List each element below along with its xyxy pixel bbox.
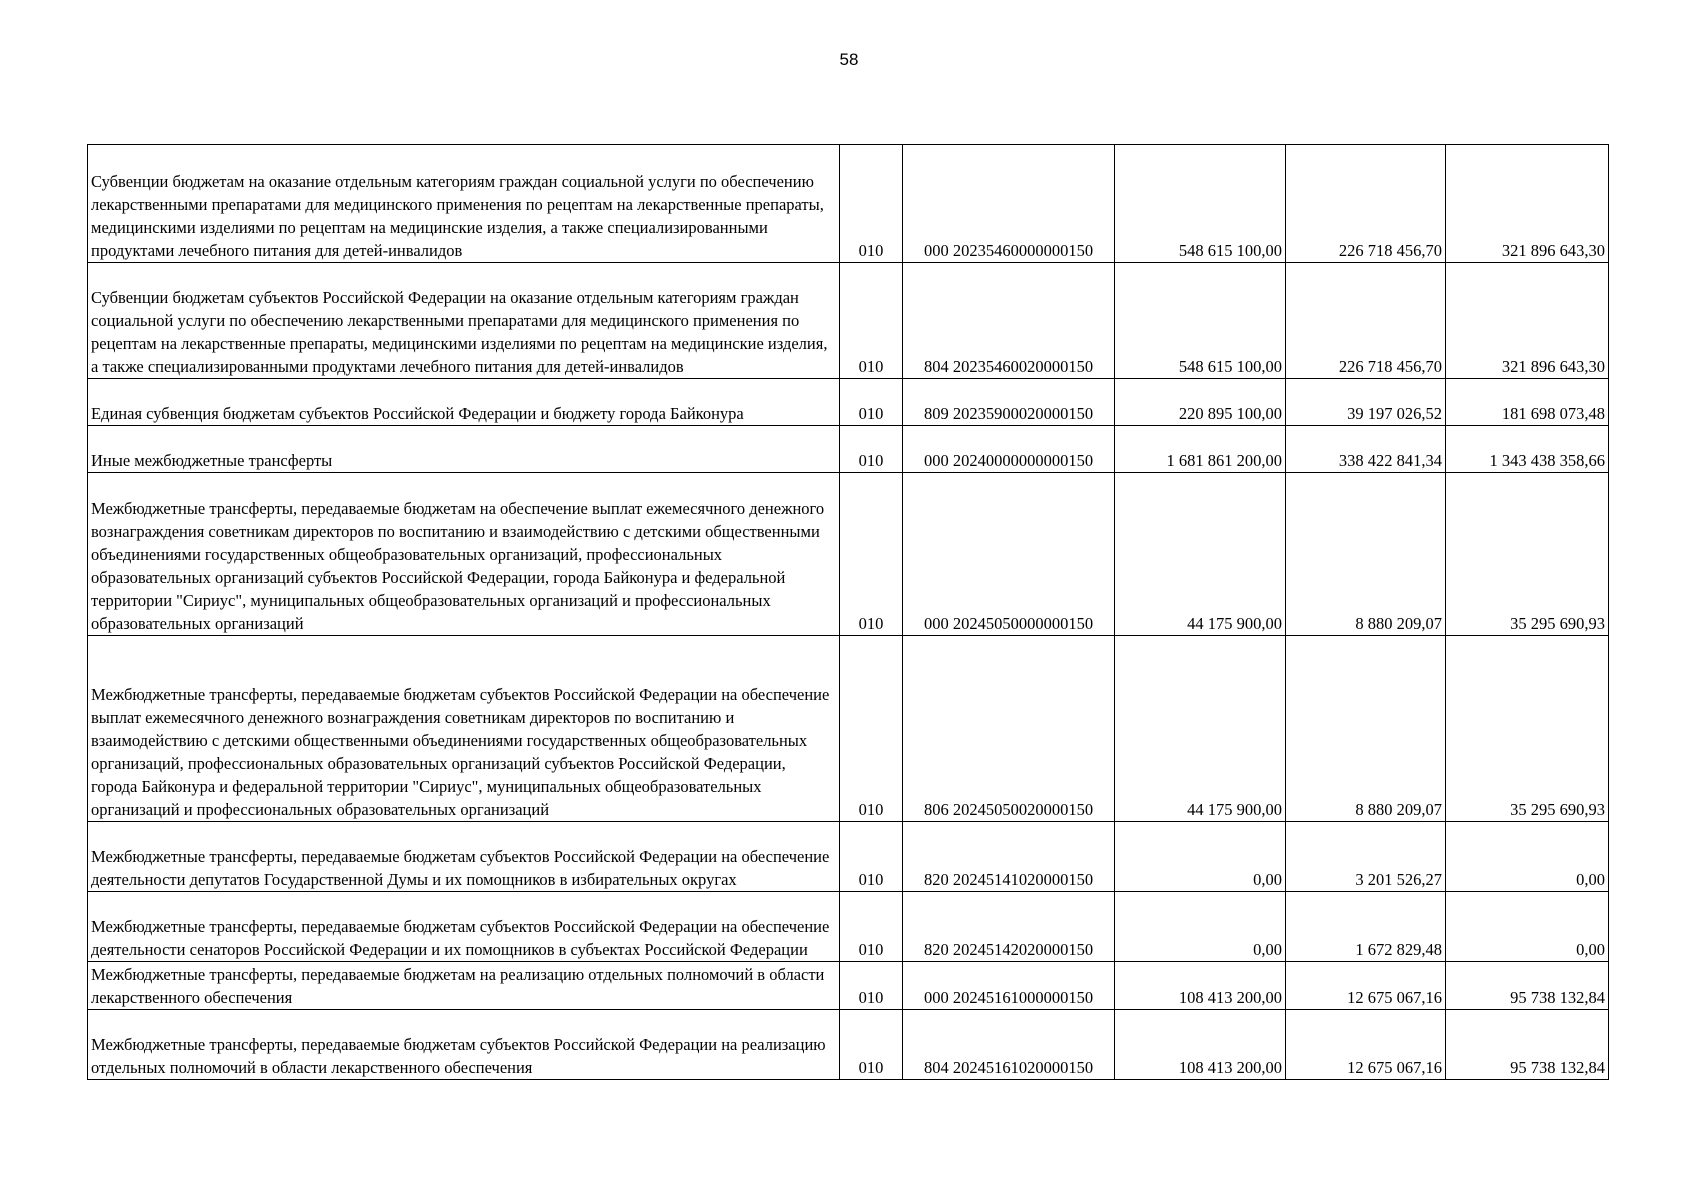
approved-amount: 548 615 100,00: [1115, 263, 1286, 379]
row-name: Единая субвенция бюджетам субъектов Российской Федерации и бюджету города Байконура: [88, 379, 840, 426]
admin-code: 010: [840, 473, 903, 636]
approved-amount: 108 413 200,00: [1115, 962, 1286, 1010]
table-row: [88, 379, 1609, 426]
admin-code: 010: [840, 892, 903, 962]
budget-code: 804 20235460020000150: [903, 263, 1115, 379]
table-row: [88, 426, 1609, 473]
row-name: Межбюджетные трансферты, передаваемые бюджетам субъектов Российской Федерации на обеспечение деятельности сенаторов Российской Федерации и их помощников в субъектах Российской Федерации: [88, 892, 840, 962]
executed-amount: 338 422 841,34: [1286, 426, 1446, 473]
admin-code: 010: [840, 962, 903, 1010]
row-name: Субвенции бюджетам субъектов Российской Федерации на оказание отдельным категориям граждан социальной услуги по обеспечению лекарственными препаратами для медицинского применения по рецептам на лекарственные препараты, медицинскими изделиями по рецептам на медицинские изделия, а также специализированными продуктами лечебного питания для детей-инвалидов: [88, 263, 840, 379]
admin-code: 010: [840, 426, 903, 473]
approved-amount: 108 413 200,00: [1115, 1010, 1286, 1080]
remaining-amount: 0,00: [1446, 822, 1609, 892]
executed-amount: 1 672 829,48: [1286, 892, 1446, 962]
table-row: [88, 822, 1609, 892]
budget-code: 820 20245141020000150: [903, 822, 1115, 892]
executed-amount: 12 675 067,16: [1286, 962, 1446, 1010]
budget-code: 809 20235900020000150: [903, 379, 1115, 426]
executed-amount: 39 197 026,52: [1286, 379, 1446, 426]
budget-code: 804 20245161020000150: [903, 1010, 1115, 1080]
row-name: Межбюджетные трансферты, передаваемые бюджетам на обеспечение выплат ежемесячного денежного вознаграждения советникам директоров по воспитанию и взаимодействию с детскими общественными объединениями государственных общеобразовательных организаций, профессиональных образовательных организаций субъектов Российской Федерации, города Байконура и федеральной территории "Сириус", муниципальных общеобразовательных организаций и профессиональных образовательных организаций: [88, 473, 840, 636]
budget-code: 000 20245161000000150: [903, 962, 1115, 1010]
remaining-amount: 181 698 073,48: [1446, 379, 1609, 426]
budget-table: [87, 144, 1609, 1080]
executed-amount: 8 880 209,07: [1286, 636, 1446, 822]
remaining-amount: 321 896 643,30: [1446, 263, 1609, 379]
row-name: Межбюджетные трансферты, передаваемые бюджетам субъектов Российской Федерации на обеспечение выплат ежемесячного денежного вознаграждения советникам директоров по воспитанию и взаимодействию с детскими общественными объединениями государственных общеобразовательных организаций, профессиональных образовательных организаций субъектов Российской Федерации, города Байконура и федеральной территории "Сириус", муниципальных общеобразовательных организаций и профессиональных образовательных организаций: [88, 636, 840, 822]
remaining-amount: 95 738 132,84: [1446, 962, 1609, 1010]
budget-code: 000 20235460000000150: [903, 145, 1115, 263]
approved-amount: 220 895 100,00: [1115, 379, 1286, 426]
row-name: Субвенции бюджетам на оказание отдельным категориям граждан социальной услуги по обеспечению лекарственными препаратами для медицинского применения по рецептам на лекарственные препараты, медицинскими изделиями по рецептам на медицинские изделия, а также специализированными продуктами лечебного питания для детей-инвалидов: [88, 145, 840, 263]
table-row: [88, 1010, 1609, 1080]
row-name: Иные межбюджетные трансферты: [88, 426, 840, 473]
executed-amount: 3 201 526,27: [1286, 822, 1446, 892]
approved-amount: 44 175 900,00: [1115, 473, 1286, 636]
executed-amount: 226 718 456,70: [1286, 145, 1446, 263]
row-name: Межбюджетные трансферты, передаваемые бюджетам на реализацию отдельных полномочий в области лекарственного обеспечения: [88, 962, 840, 1010]
budget-code: 806 20245050020000150: [903, 636, 1115, 822]
table-row: [88, 145, 1609, 263]
table-row: [88, 892, 1609, 962]
executed-amount: 226 718 456,70: [1286, 263, 1446, 379]
approved-amount: 44 175 900,00: [1115, 636, 1286, 822]
remaining-amount: 1 343 438 358,66: [1446, 426, 1609, 473]
admin-code: 010: [840, 1010, 903, 1080]
approved-amount: 548 615 100,00: [1115, 145, 1286, 263]
admin-code: 010: [840, 636, 903, 822]
remaining-amount: 0,00: [1446, 892, 1609, 962]
admin-code: 010: [840, 379, 903, 426]
remaining-amount: 95 738 132,84: [1446, 1010, 1609, 1080]
page-number: 58: [839, 50, 859, 69]
admin-code: 010: [840, 145, 903, 263]
executed-amount: 8 880 209,07: [1286, 473, 1446, 636]
admin-code: 010: [840, 822, 903, 892]
budget-code: 000 20245050000000150: [903, 473, 1115, 636]
row-name: Межбюджетные трансферты, передаваемые бюджетам субъектов Российской Федерации на обеспечение деятельности депутатов Государственной Думы и их помощников в избирательных округах: [88, 822, 840, 892]
budget-code: 000 20240000000000150: [903, 426, 1115, 473]
approved-amount: 0,00: [1115, 892, 1286, 962]
remaining-amount: 35 295 690,93: [1446, 473, 1609, 636]
table-row: [88, 263, 1609, 379]
admin-code: 010: [840, 263, 903, 379]
table-row: [88, 962, 1609, 1010]
remaining-amount: 321 896 643,30: [1446, 145, 1609, 263]
row-name: Межбюджетные трансферты, передаваемые бюджетам субъектов Российской Федерации на реализацию отдельных полномочий в области лекарственного обеспечения: [88, 1010, 840, 1080]
table-row: [88, 636, 1609, 822]
approved-amount: 0,00: [1115, 822, 1286, 892]
remaining-amount: 35 295 690,93: [1446, 636, 1609, 822]
approved-amount: 1 681 861 200,00: [1115, 426, 1286, 473]
executed-amount: 12 675 067,16: [1286, 1010, 1446, 1080]
budget-code: 820 20245142020000150: [903, 892, 1115, 962]
table-row: [88, 473, 1609, 636]
